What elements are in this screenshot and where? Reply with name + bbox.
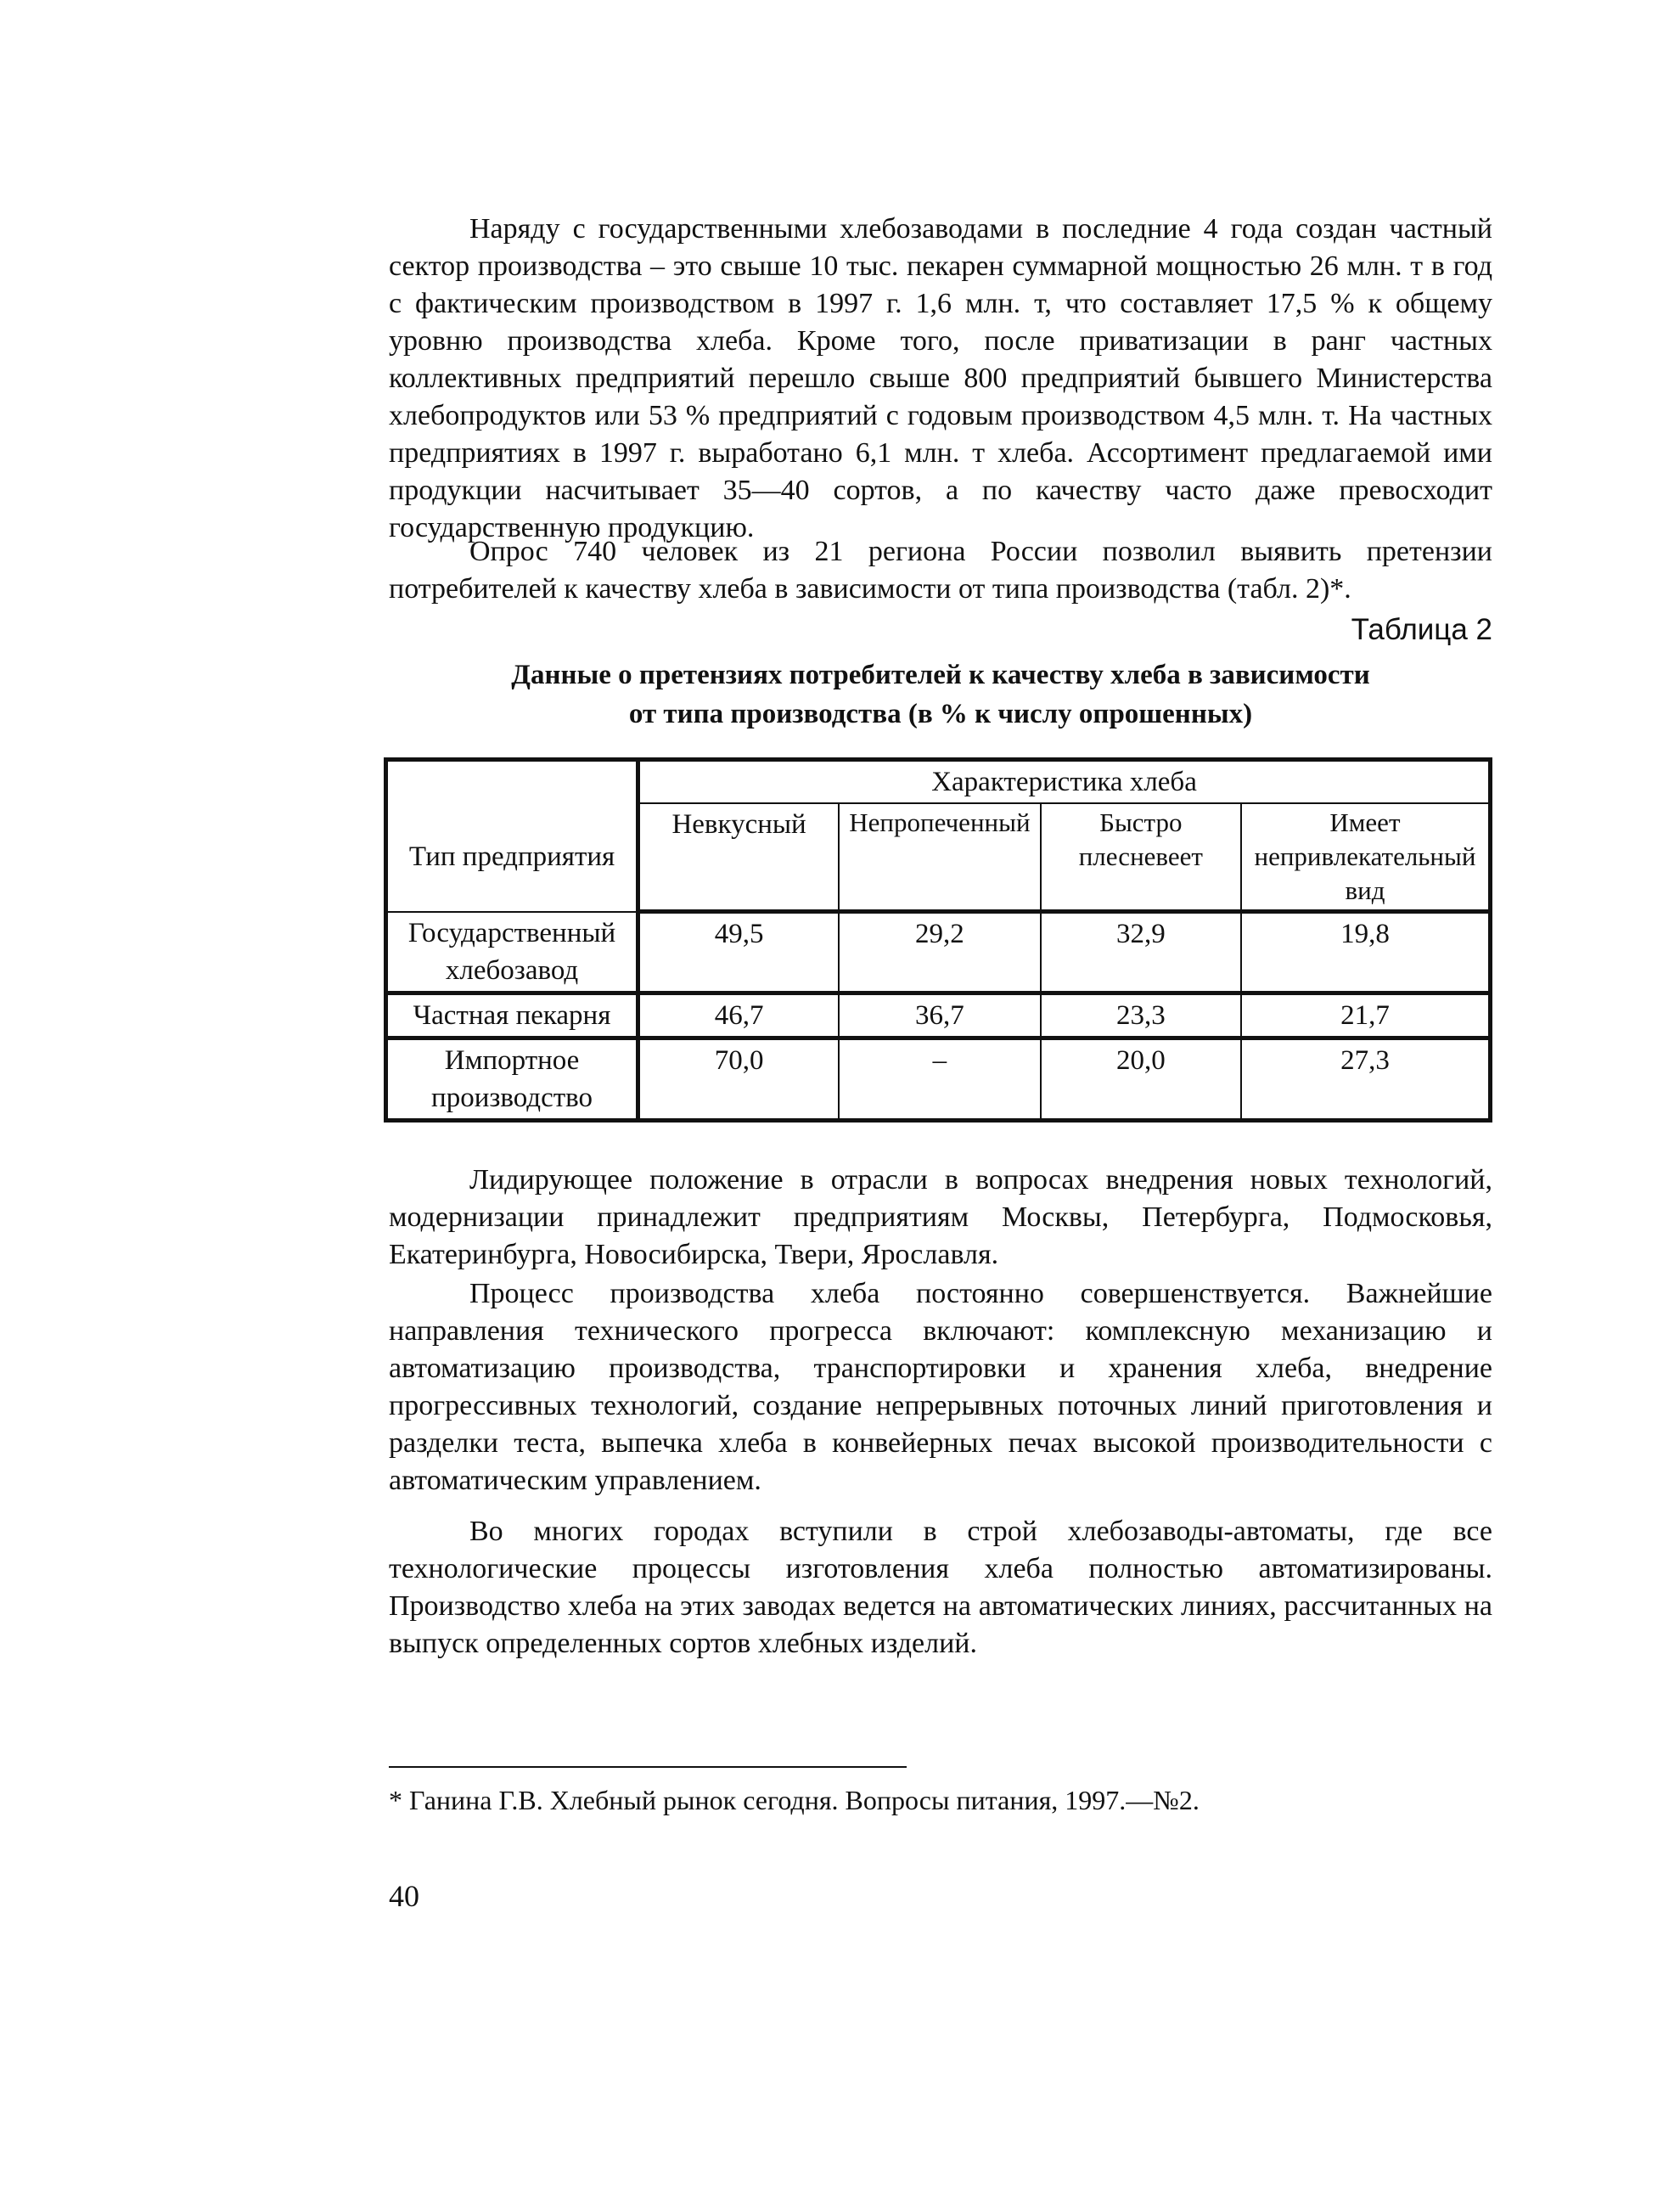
table-label: Таблица 2 <box>1351 613 1492 646</box>
header-col-underbaked: Непропеченный <box>839 803 1041 912</box>
footnote: * Ганина Г.В. Хлебный рынок сегодня. Вопросы питания, 1997.—№2. <box>389 1785 1200 1815</box>
header-col-moldy: Быстро плесневеет <box>1041 803 1241 912</box>
table-header-row-1 <box>386 760 1491 804</box>
header-bread-characteristic: Характеристика хлеба <box>638 760 1491 804</box>
row-name-private-bakery: Частная пекарня <box>386 993 638 1038</box>
cell-value: 49,5 <box>638 912 839 993</box>
row-name-state-bakery: Государственный хлебозавод <box>386 912 638 993</box>
paragraph-private-sector: Наряду с государственными хлебозаводами в последние 4 года создан частный сектор производства – это свыше 10 тыс. пекарен суммарной мощностью 26 млн. т в год с фактическим производством в 1997 г. 1,6 млн. т, что составляет 17,5 % к общему уровню производства хлеба. Кроме того, после приватизации в ранг частных коллективных предприятий перешло свыше 800 предприятий бывшего Министерства хлебопродуктов или 53 % предприятий с годовым производством 4,5 млн. т. На частных предприятиях в 1997 г. выработано 6,1 млн. т хлеба. Ассортимент предлагаемой ими продукции насчитывает 35—40 сортов, а по качеству часто даже превосходит государственную продукцию. <box>389 213 1492 543</box>
complaints-table <box>384 757 1492 1123</box>
paragraph-leading-regions: Лидирующее положение в отрасли в вопросах внедрения новых технологий, модернизации принадлежит предприятиям Москвы, Петербурга, Подмосковья, Екатеринбурга, Новосибирска, Твери, Ярославля. <box>389 1164 1492 1270</box>
cell-value: – <box>839 1038 1041 1120</box>
cell-value: 19,8 <box>1241 912 1491 993</box>
table-row <box>386 912 1491 993</box>
table-title <box>389 655 1492 734</box>
header-col-tasteless: Невкусный <box>638 803 839 912</box>
paragraph-survey: Опрос 740 человек из 21 региона России позволил выявить претензии потребителей к качеству хлеба в зависимости от типа производства (табл. 2)*. <box>389 536 1492 605</box>
cell-value: 46,7 <box>638 993 839 1038</box>
cell-value: 21,7 <box>1241 993 1491 1038</box>
cell-value: 23,3 <box>1041 993 1241 1038</box>
paragraph-technical-progress: Процесс производства хлеба постоянно совершенствуется. Важнейшие направления технического прогресса включают: комплексную механизацию и автоматизацию производства, транспортировки и хранения хлеба, внедрение прогрессивных технологий, создание непрерывных поточных линий приготовления и разделки теста, выпечка хлеба в конвейерных печах высокой производительности с автоматическим управлением. <box>389 1278 1492 1496</box>
page-number: 40 <box>389 1879 419 1913</box>
cell-value: 29,2 <box>839 912 1041 993</box>
row-name-import: Импортное производство <box>386 1038 638 1120</box>
cell-value: 70,0 <box>638 1038 839 1120</box>
cell-value: 20,0 <box>1041 1038 1241 1120</box>
table-row <box>386 1038 1491 1120</box>
footnote-divider <box>389 1766 907 1768</box>
cell-value: 27,3 <box>1241 1038 1491 1120</box>
table-row <box>386 993 1491 1038</box>
cell-value: 36,7 <box>839 993 1041 1038</box>
table-title-line1: Данные о претензиях потребителей к качеству хлеба в зависимости <box>511 660 1370 690</box>
header-enterprise-type: Тип предприятия <box>386 760 638 912</box>
header-col-unattractive: Имеет непривлекательный вид <box>1241 803 1491 912</box>
cell-value: 32,9 <box>1041 912 1241 993</box>
table-title-line2: от типа производства (в % к числу опрошенных) <box>628 699 1253 729</box>
paragraph-automated-plants: Во многих городах вступили в строй хлебозаводы-автоматы, где все технологические процессы изготовления хлеба полностью автоматизированы. Производство хлеба на этих заводах ведется на автоматических линиях, рассчитанных на выпуск определенных сортов хлебных изделий. <box>389 1516 1492 1659</box>
